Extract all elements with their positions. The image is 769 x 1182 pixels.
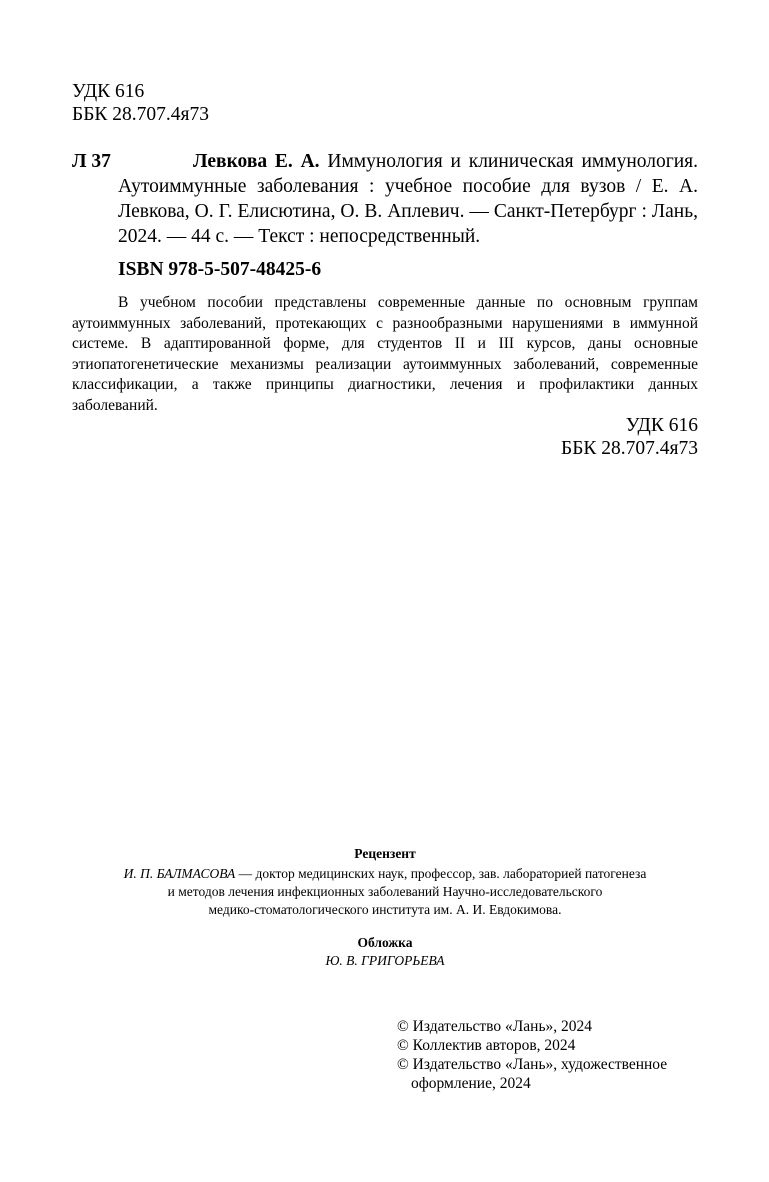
bbk-code: ББК 28.707.4я73 (72, 104, 209, 125)
reviewer-title: — доктор медицинских наук, профессор, зав. лабораторией патогенеза (235, 866, 647, 881)
reviewer-heading: Рецензент (354, 846, 416, 861)
copyright-line: © Издательство «Лань», художественное оформление, 2024 (397, 1056, 668, 1092)
bibliographic-description (72, 149, 698, 249)
reviewer-name: И. П. БАЛМАСОВА (123, 866, 236, 881)
bbk-code: ББК 28.707.4я73 (561, 438, 698, 459)
reviewer-block (72, 845, 698, 919)
bibliographic-record (72, 149, 698, 249)
reviewer-line: медико-стоматологического института им. А. И. Евдокимова. (208, 902, 562, 917)
annotation: В учебном пособии представлены современные данные по основным группам аутоиммунных заболеваний, протекающих с разнообразными нарушениями в иммунной системе. В адаптированной форме, для студентов II и III курсов, даны основные этиопатогенетические механизмы реализации аутоиммунных заболеваний, современные классификации, а также принципы диагностики, лечения и профилактики данных заболеваний. (72, 294, 698, 414)
classification-codes-bottom (561, 414, 698, 460)
cover-heading: Обложка (357, 935, 413, 950)
classification-codes-top (72, 80, 209, 126)
copyright-line: © Коллектив авторов, 2024 (397, 1037, 576, 1054)
author-mark: Л 37 (72, 151, 111, 172)
copyright-block (397, 1017, 707, 1093)
reviewer-line (72, 865, 698, 883)
udk-code: УДК 616 (625, 415, 698, 436)
udk-code: УДК 616 (72, 81, 145, 102)
isbn: ISBN 978-5-507-48425-6 (118, 259, 322, 280)
copyright-line: © Издательство «Лань», 2024 (397, 1018, 593, 1035)
cover-designer: Ю. В. ГРИГОРЬЕВА (325, 953, 445, 968)
cover-block (72, 934, 698, 970)
reviewer-line: и методов лечения инфекционных заболеваний Научно-исследовательского (167, 884, 603, 899)
title-and-imprint: Иммунология и клиническая иммунология. Аутоиммунные заболевания : учебное пособие для вузов / Е. А. Левкова, О. Г. Елисютина, О. В. Аплевич. — Санкт-Петербург : Лань, 2024. — 44 с. — Текст : непосредственный. (118, 151, 699, 247)
author-name: Левкова Е. А. (193, 151, 320, 172)
